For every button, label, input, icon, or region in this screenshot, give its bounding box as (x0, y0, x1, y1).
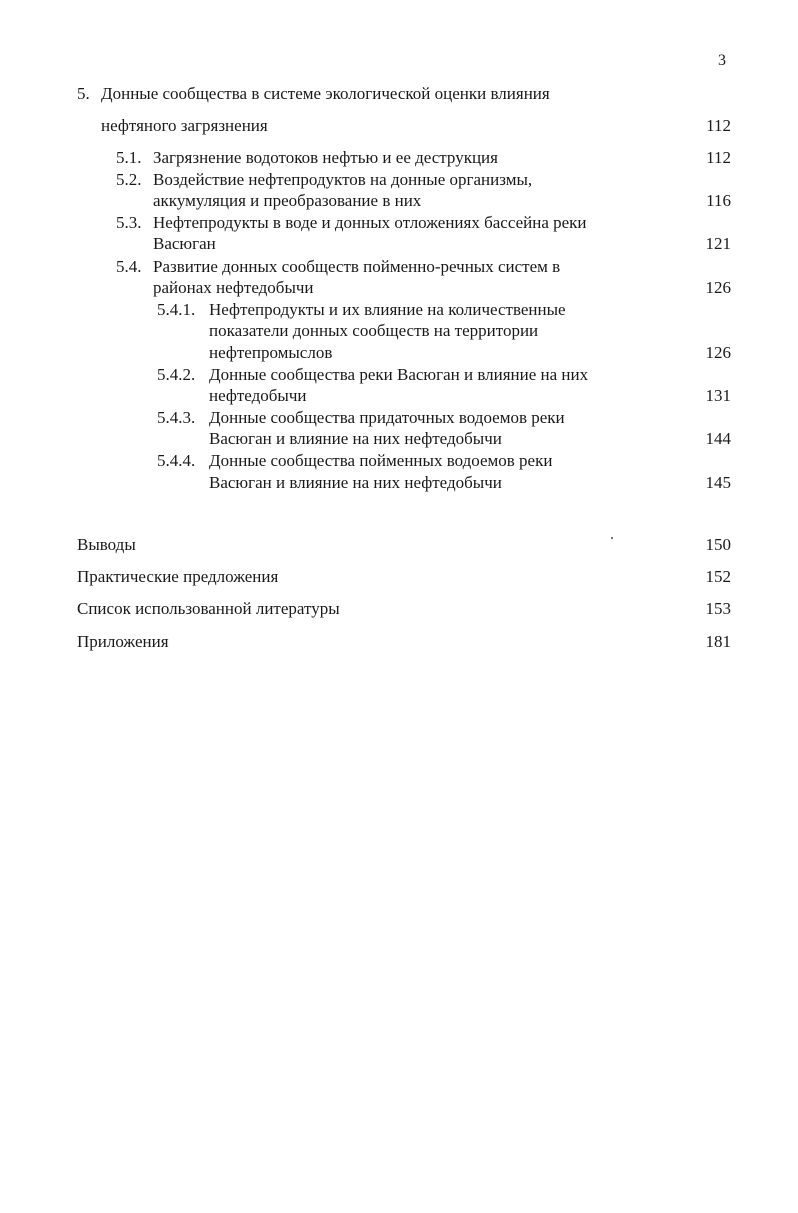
back-matter-title: Приложения (77, 632, 169, 651)
subsection-page: 144 (705, 429, 731, 448)
back-matter-title: Выводы (77, 535, 136, 554)
subsection-title-line: Нефтепродукты и их влияние на количественные (209, 300, 566, 319)
back-matter-page: 152 (705, 567, 731, 586)
chapter-title-line-1: Донные сообщества в системе экологической оценки влияния (101, 84, 550, 103)
back-matter-page: 153 (705, 599, 731, 618)
page-number: 3 (718, 52, 726, 69)
subsection-title-line: показатели донных сообществ на территории (209, 321, 539, 340)
subsection-page: 131 (705, 386, 731, 405)
subsection-page: 145 (705, 473, 731, 492)
section-number: 5.1. (116, 148, 142, 167)
back-matter-page: 150 (705, 535, 731, 554)
section-page: 121 (705, 234, 731, 253)
subsection-title-line: нефтедобычи (209, 386, 307, 405)
back-matter-title: Практические предложения (77, 567, 279, 586)
chapter-number: 5. (77, 84, 90, 103)
chapter-page: 112 (706, 116, 731, 135)
section-page: 116 (706, 191, 731, 210)
subsection-number: 5.4.3. (157, 408, 196, 427)
subsection-title-line: Донные сообщества придаточных водоемов реки (209, 408, 565, 427)
section-number: 5.4. (116, 257, 142, 276)
back-matter-page: 181 (705, 632, 731, 651)
subsection-title-line: Васюган и влияние на них нефтедобычи (209, 473, 502, 492)
section-title-line: Развитие донных сообществ пойменно-речных систем в (153, 257, 561, 276)
subsection-title-line: Васюган и влияние на них нефтедобычи (209, 429, 502, 448)
section-title-line: Воздействие нефтепродуктов на донные организмы, (153, 170, 533, 189)
section-number: 5.2. (116, 170, 142, 189)
section-title-line: Васюган (153, 234, 216, 253)
section-title-line: аккумуляция и преобразование в них (153, 191, 422, 210)
subsection-title-line: Донные сообщества пойменных водоемов реки (209, 451, 553, 470)
section-number: 5.3. (116, 213, 142, 232)
chapter-title-line-2: нефтяного загрязнения (101, 116, 268, 135)
subsection-title-line: Донные сообщества реки Васюган и влияние на них (209, 365, 589, 384)
subsection-number: 5.4.2. (157, 365, 196, 384)
scan-speck (611, 537, 613, 539)
section-title-line: Нефтепродукты в воде и донных отложениях бассейна реки (153, 213, 587, 232)
subsection-page: 126 (705, 343, 731, 362)
section-title-line: Загрязнение водотоков нефтью и ее деструкция (153, 148, 498, 167)
subsection-title-line: нефтепромыслов (209, 343, 333, 362)
back-matter-title: Список использованной литературы (77, 599, 340, 618)
subsection-number: 5.4.1. (157, 300, 196, 319)
section-page: 112 (706, 148, 731, 167)
subsection-number: 5.4.4. (157, 451, 196, 470)
section-title-line: районах нефтедобычи (153, 278, 314, 297)
section-page: 126 (705, 278, 731, 297)
